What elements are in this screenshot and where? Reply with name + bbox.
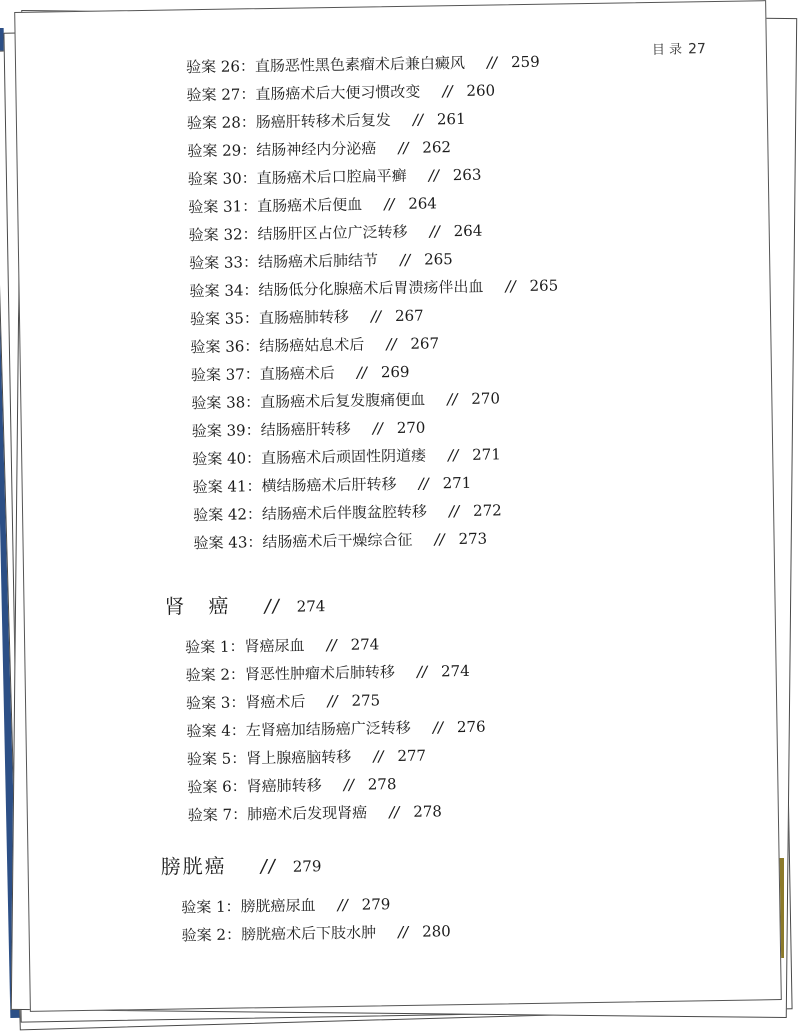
case-label: 验案 33： <box>189 253 259 273</box>
header-page-number: 27 <box>687 41 706 58</box>
separator: // <box>372 419 383 438</box>
case-title: 结肠肝区占位广泛转移 <box>257 222 408 244</box>
case-label: 验案 1： <box>181 897 241 917</box>
toc-entry[interactable] <box>187 108 466 133</box>
case-label: 验案 2： <box>181 925 242 945</box>
page-number: 271 <box>472 445 501 464</box>
separator: // <box>447 390 458 409</box>
toc-entry[interactable] <box>189 248 453 273</box>
page-number: 264 <box>408 194 438 213</box>
case-label: 验案 35： <box>189 309 260 329</box>
page-number: 274 <box>350 635 380 654</box>
toc-entry[interactable] <box>185 660 469 685</box>
toc-entry[interactable] <box>185 633 379 657</box>
page-number: 280 <box>421 922 451 941</box>
case-label: 验案 30： <box>187 169 257 189</box>
page-number: 265 <box>529 276 559 295</box>
page-number: 270 <box>396 418 426 438</box>
section-title: 膀胱癌 <box>160 853 227 879</box>
case-label: 验案 43： <box>193 533 263 553</box>
page-number: 273 <box>458 529 488 549</box>
page-number: 278 <box>367 775 397 794</box>
toc-entry[interactable] <box>182 920 451 945</box>
case-label: 验案 40： <box>192 449 262 469</box>
separator: // <box>505 277 516 296</box>
case-label: 验案 27： <box>186 85 256 105</box>
case-title: 横结肠癌术后肝转移 <box>261 475 397 496</box>
toc-entry[interactable] <box>188 800 442 825</box>
case-title: 肾上腺癌脑转移 <box>246 747 352 768</box>
toc-entry[interactable] <box>190 332 439 357</box>
case-label: 验案 4： <box>186 721 246 741</box>
separator: // <box>398 138 409 157</box>
case-label: 验案 6： <box>187 777 247 797</box>
toc-entry[interactable] <box>187 745 426 770</box>
page-number: 260 <box>466 81 496 100</box>
case-title: 结肠癌术后肺结节 <box>257 251 379 272</box>
case-title: 肾癌术后 <box>245 692 306 712</box>
toc-entry[interactable] <box>189 274 558 301</box>
toc-entry[interactable] <box>188 164 482 190</box>
toc-entry[interactable] <box>188 192 437 217</box>
case-label: 验案 38： <box>191 393 261 413</box>
toc-entry[interactable] <box>192 443 501 469</box>
separator: // <box>356 363 368 382</box>
separator: // <box>412 110 424 129</box>
case-label: 验案 2： <box>185 665 246 685</box>
page-header <box>652 38 706 58</box>
separator: // <box>418 474 429 493</box>
page-number: 277 <box>397 746 427 766</box>
toc-entry[interactable] <box>191 387 500 413</box>
toc-page <box>14 0 782 1012</box>
case-title: 结肠神经内分泌癌 <box>256 139 377 160</box>
case-label: 验案 37： <box>190 365 260 385</box>
separator: // <box>260 855 277 878</box>
case-title: 直肠癌术后 <box>259 363 335 384</box>
case-label: 验案 31： <box>188 197 258 217</box>
case-label: 验案 34： <box>189 281 259 301</box>
toc-entry[interactable] <box>181 893 390 917</box>
page-number: 271 <box>442 473 472 493</box>
separator: // <box>428 166 439 185</box>
case-label: 验案 39： <box>191 421 261 441</box>
page-number: 279 <box>361 895 391 914</box>
toc-entry[interactable] <box>187 773 396 797</box>
case-title: 肺癌术后发现肾癌 <box>246 803 368 824</box>
case-title: 直肠癌术后便血 <box>256 195 363 216</box>
toc-entry[interactable] <box>192 417 426 442</box>
separator: // <box>370 307 382 326</box>
case-label: 验案 32： <box>188 225 258 245</box>
separator: // <box>264 595 281 618</box>
case-label: 验案 26： <box>185 57 256 77</box>
separator: // <box>432 718 444 737</box>
case-title: 结肠低分化腺癌术后胃溃疡伴出血 <box>258 277 484 300</box>
separator: // <box>326 635 337 655</box>
separator: // <box>486 53 498 72</box>
section-heading-bladder[interactable] <box>160 848 321 880</box>
case-label: 验案 41： <box>192 477 262 497</box>
page-number: 275 <box>351 691 381 710</box>
separator: // <box>388 803 400 822</box>
header-label: 目 录 <box>651 42 683 58</box>
separator: // <box>447 446 459 465</box>
toc-entry[interactable] <box>187 136 451 161</box>
case-title: 肠癌肝转移术后复发 <box>255 111 391 132</box>
case-title: 结肠癌肝转移 <box>260 419 351 440</box>
separator: // <box>373 747 384 766</box>
toc-entry[interactable] <box>186 716 485 742</box>
separator: // <box>343 775 354 794</box>
separator: // <box>429 222 440 241</box>
page-number: 276 <box>456 717 486 737</box>
separator: // <box>383 195 395 214</box>
case-label: 验案 1： <box>185 637 245 657</box>
separator: // <box>386 335 397 354</box>
page-number: 267 <box>394 306 424 326</box>
case-label: 验案 29： <box>187 141 257 161</box>
page-number: 269 <box>380 362 410 382</box>
case-title: 结肠癌姑息术后 <box>259 335 365 356</box>
case-title: 直肠癌术后复发腹痛便血 <box>260 390 426 412</box>
case-title: 结肠癌术后伴腹盆腔转移 <box>261 502 428 524</box>
section-title: 肾 癌 <box>164 593 231 619</box>
page-number: 265 <box>423 250 453 269</box>
case-title: 直肠癌肺转移 <box>258 307 350 328</box>
toc-entry[interactable] <box>186 51 540 78</box>
page-number: 274 <box>440 661 470 681</box>
page-number: 279 <box>292 857 322 876</box>
case-title: 直肠恶性黑色素瘤术后兼白癜风 <box>254 53 466 76</box>
separator: // <box>442 82 453 101</box>
case-title: 肾癌肺转移 <box>246 776 322 796</box>
toc-entry[interactable] <box>186 79 495 105</box>
case-title: 膀胱癌尿血 <box>240 896 316 916</box>
case-title: 肾恶性肿瘤术后肺转移 <box>244 663 396 684</box>
toc-entry[interactable] <box>191 361 410 385</box>
case-title: 直肠癌术后顽固性阴道瘘 <box>260 446 427 468</box>
page-number: 259 <box>510 52 540 72</box>
separator: // <box>416 662 428 681</box>
page-number: 262 <box>422 138 452 157</box>
page-number: 267 <box>410 334 440 353</box>
separator: // <box>399 250 411 269</box>
case-title: 结肠癌术后干燥综合征 <box>262 530 413 552</box>
page-number: 270 <box>471 389 501 408</box>
case-title: 直肠癌术后大便习惯改变 <box>255 82 421 104</box>
toc-entry[interactable] <box>193 528 487 554</box>
separator: // <box>327 691 338 711</box>
case-label: 验案 5： <box>186 749 247 769</box>
page-number: 263 <box>452 165 482 185</box>
section-heading-kidney[interactable] <box>164 588 325 620</box>
page-number: 278 <box>413 802 443 821</box>
page-number: 272 <box>472 501 502 520</box>
page-number: 274 <box>296 597 326 616</box>
page-number: 261 <box>436 109 466 129</box>
toc-entry[interactable] <box>189 220 483 246</box>
case-label: 验案 28： <box>186 113 256 133</box>
case-label: 验案 3： <box>185 693 246 713</box>
separator: // <box>448 502 460 521</box>
separator: // <box>337 895 348 914</box>
case-label: 验案 7： <box>187 805 248 825</box>
case-title: 膀胱癌术后下肢水肿 <box>240 923 377 944</box>
case-title: 左肾癌加结肠癌广泛转移 <box>245 718 411 740</box>
case-title: 直肠癌术后口腔扁平癣 <box>256 166 407 188</box>
toc-entry[interactable] <box>190 305 424 330</box>
separator: // <box>434 530 445 549</box>
page-number: 264 <box>453 221 483 241</box>
toc-entry[interactable] <box>193 472 472 497</box>
case-title: 肾癌尿血 <box>244 636 305 656</box>
toc-entry[interactable] <box>193 499 502 525</box>
toc-entry[interactable] <box>186 689 380 713</box>
case-label: 验案 36： <box>190 337 260 357</box>
separator: // <box>397 922 409 942</box>
case-label: 验案 42： <box>192 505 263 525</box>
